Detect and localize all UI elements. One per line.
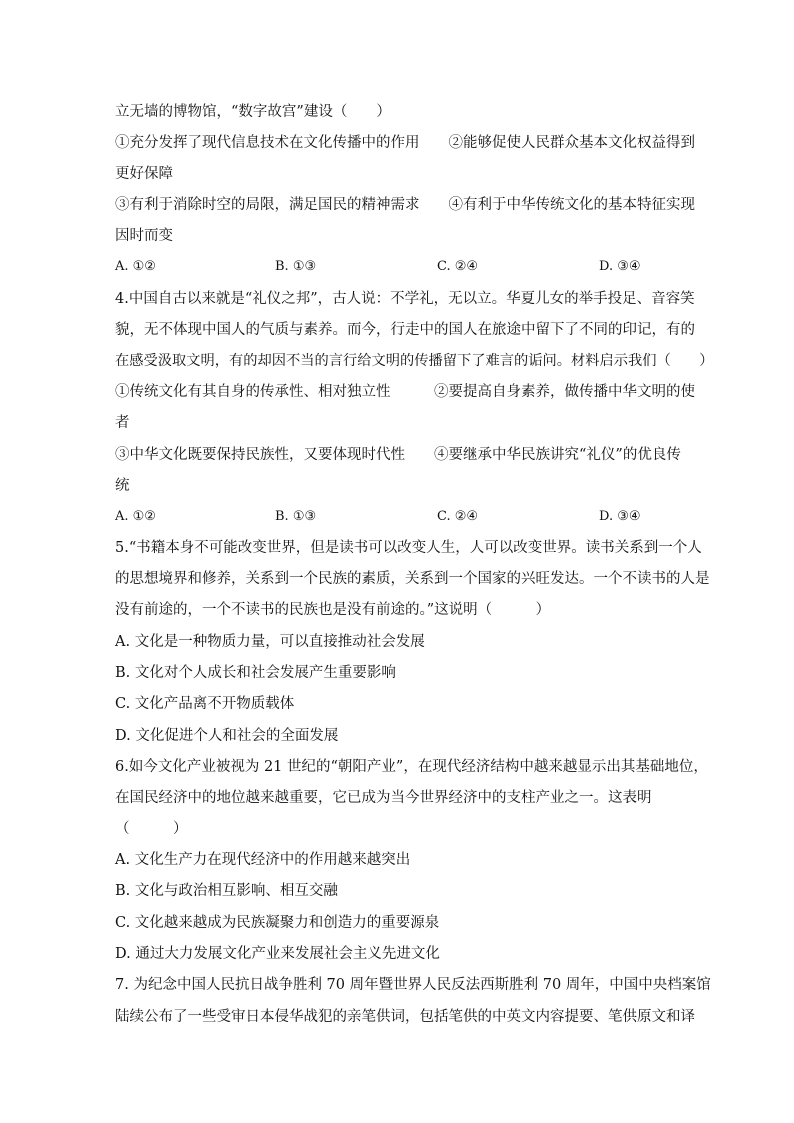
- q4-option-d[interactable]: D. ③④: [599, 509, 641, 524]
- q3-option-c[interactable]: C. ②④: [437, 259, 479, 274]
- q6-option-d[interactable]: D. 通过大力发展文化产业来发展社会主义先进文化: [115, 946, 440, 962]
- q3-statement-3-4: ③有利于消除时空的局限，满足国民的精神需求 ④有利于中华传统文化的基本特征实现: [115, 197, 695, 213]
- q5-option-b[interactable]: B. 文化对个人成长和社会发展产生重要影响: [115, 665, 396, 681]
- q5-option-a[interactable]: A. 文化是一种物质力量，可以直接推动社会发展: [115, 634, 425, 650]
- q3-statement-2-cont: 更好保障: [115, 166, 173, 182]
- q4-stem-line-2: 貌，无不体现中国人的气质与素养。而今，行走中的国人在旅途中留下了不同的印记，有的: [115, 322, 695, 338]
- q3-stem-tail: 立无墙的博物馆，“数字故宫”建设（ ）: [115, 104, 391, 120]
- q4-statement-4-cont: 统: [115, 478, 130, 494]
- q4-option-a[interactable]: A. ①②: [115, 509, 156, 524]
- q7-stem-line-1: 7. 为纪念中国人民抗日战争胜利 70 周年暨世界人民反法西斯胜利 70 周年，中国中央档案馆: [115, 977, 711, 993]
- q6-option-a[interactable]: A. 文化生产力在现代经济中的作用越来越突出: [115, 852, 411, 868]
- q4-statement-1-2: ①传统文化有其自身的传承性、相对独立性 ②要提高自身素养，做传播中华文明的使: [115, 384, 695, 400]
- q6-option-c[interactable]: C. 文化越来越成为民族凝聚力和创造力的重要源泉: [115, 915, 440, 931]
- q5-stem-line-3: 没有前途的，一个不读书的民族也是没有前途的。”这说明（ ）: [115, 602, 551, 618]
- q6-stem-line-1: 6.如今文化产业被视为 21 世纪的“朝阳产业”，在现代经济结构中越来越显示出其基础地位，: [115, 759, 708, 775]
- q4-statement-3-4: ③中华文化既要保持民族性，又要体现时代性 ④要继承中华民族讲究“礼仪”的优良传: [115, 447, 681, 463]
- q4-option-b[interactable]: B. ①③: [275, 509, 317, 524]
- q3-option-b[interactable]: B. ①③: [275, 259, 317, 274]
- q6-option-b[interactable]: B. 文化与政治相互影响、相互交融: [115, 883, 338, 899]
- q3-option-d[interactable]: D. ③④: [599, 259, 641, 274]
- q6-stem-line-3: （ ）: [115, 821, 188, 837]
- q5-option-d[interactable]: D. 文化促进个人和社会的全面发展: [115, 728, 339, 744]
- q6-stem-line-2: 在国民经济中的地位越来越重要，它已成为当今世界经济中的支柱产业之一。这表明: [115, 790, 652, 806]
- q3-option-a[interactable]: A. ①②: [115, 259, 156, 274]
- q4-option-c[interactable]: C. ②④: [437, 509, 479, 524]
- q7-stem-line-2: 陆续公布了一些受审日本侵华战犯的亲笔供词，包括笔供的中英文内容提要、笔供原文和译: [115, 1009, 695, 1025]
- q5-stem-line-1: 5.“书籍本身不可能改变世界，但是读书可以改变人生，人可以改变世界。读书关系到一个人: [115, 540, 702, 556]
- q3-statement-4-cont: 因时而变: [115, 228, 173, 244]
- q4-statement-2-cont: 者: [115, 415, 130, 431]
- q4-stem-line-3: 在感受汲取文明，有的却因不当的言行给文明的传播留下了难言的诟问。材料启示我们（ ）: [115, 353, 714, 369]
- q5-option-c[interactable]: C. 文化产品离不开物质载体: [115, 696, 295, 712]
- q4-stem-line-1: 4.中国自古以来就是“礼仪之邦”，古人说：不学礼，无以立。华夏儿女的举手投足、音容笑: [115, 291, 695, 307]
- q5-stem-line-2: 的思想境界和修养，关系到一个民族的素质，关系到一个国家的兴旺发达。一个不读书的人是: [115, 571, 710, 587]
- q3-statement-1-2: ①充分发挥了现代信息技术在文化传播中的作用 ②能够促使人民群众基本文化权益得到: [115, 135, 695, 151]
